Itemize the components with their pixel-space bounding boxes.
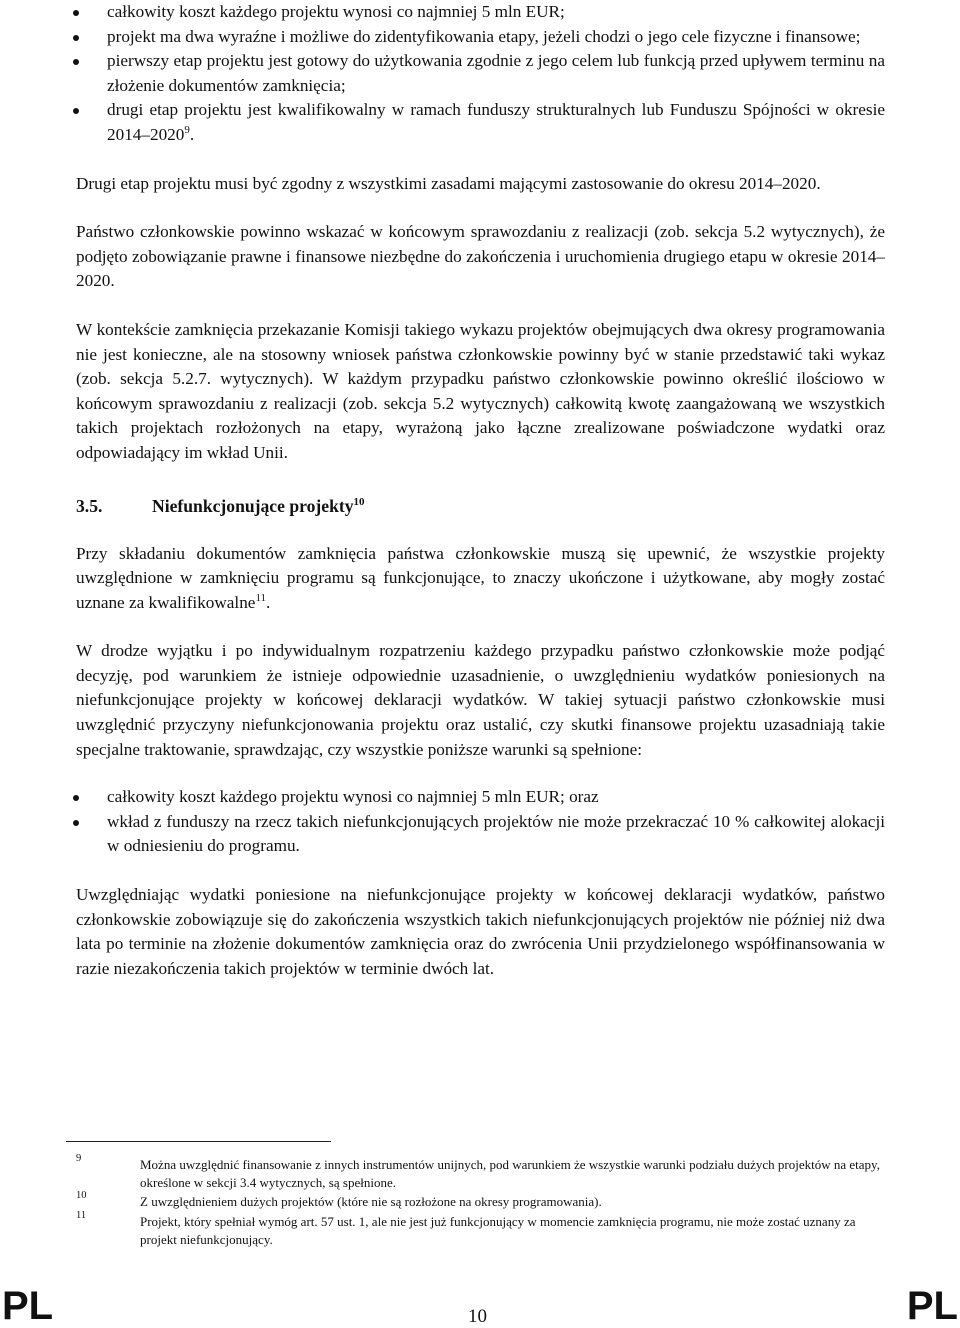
paragraph-text: Przy składaniu dokumentów zamknięcia państwa członkowskie muszą się upewnić, że wszystkie projekty uwzględnione w zamknięciu programu są funkcjonujące, to znaczy ukończone i użytkowane, aby mogły zostać uznane za kwalifikowalne: [76, 543, 885, 612]
language-code-left: PL: [2, 1284, 54, 1328]
list-item-text: drugi etap projektu jest kwalifikowalny w ramach funduszy strukturalnych lub Funduszu Spójności w okresie 2014–2020: [107, 100, 885, 144]
section-number: 3.5.: [76, 495, 103, 516]
punctuation: .: [189, 124, 195, 144]
footnote-ref[interactable]: 10: [353, 495, 365, 508]
bullet-icon: [73, 10, 79, 16]
footnote: [76, 1210, 886, 1249]
footnote-ref[interactable]: 11: [255, 591, 267, 604]
list-item-text: całkowity koszt każdego projektu wynosi co najmniej 5 mln EUR;: [107, 2, 565, 21]
conditions-list: [76, 0, 885, 148]
paragraph: Uwzględniając wydatki poniesione na niefunkcjonujące projekty w końcowej deklaracji wydatków, państwo członkowskie zobowiązuje się do zakończenia wszystkich takich niefunkcjonujących projektów nie później niż dwa lata po terminie na złożenie dokumentów zamknięcia oraz do zwrócenia Unii przydzielonego współfinansowania w razie niezakończenia takich projektów w terminie dwóch lat.: [76, 885, 885, 978]
footnote: [76, 1190, 886, 1211]
bullet-icon: [73, 59, 79, 65]
footnote-text: Projekt, który spełniał wymóg art. 57 ust. 1, ale nie jest już funkcjonujący w momencie zamknięcia programu, nie może zostać uznany za projekt niefunkcjonujący.: [140, 1214, 856, 1247]
list-item-text: całkowity koszt każdego projektu wynosi co najmniej 5 mln EUR; oraz: [107, 787, 599, 807]
paragraph: Drugi etap projektu musi być zgodny z wszystkimi zasadami mającymi zastosowanie do okresu 2014–2020.: [76, 173, 821, 193]
list-item: [76, 810, 885, 859]
punctuation: .: [266, 592, 271, 612]
footnote-number: 9: [76, 1153, 82, 1164]
footnote-ref[interactable]: 9: [184, 123, 190, 136]
footnote-text: Można uwzględnić finansowanie z innych instrumentów unijnych, pod warunkiem że wszystkie warunki podziału dużych projektów na etapy, określone w sekcji 3.4 wytycznych, są spełnione.: [140, 1157, 880, 1190]
paragraph: Państwo członkowskie powinno wskazać w końcowym sprawozdaniu z realizacji (zob. sekcja 5.2 wytycznych), że podjęto zobowiązanie prawne i finansowe niezbędne do zakończenia i uruchomienia drugiego etapu w okresie 2014–2020.: [76, 222, 885, 291]
page-number: 10: [468, 1306, 487, 1327]
paragraph: [76, 542, 885, 616]
list-item: [76, 785, 885, 810]
footnote: [76, 1153, 886, 1192]
list-item-text: projekt ma dwa wyraźne i możliwe do zidentyfikowania etapy, jeżeli chodzi o jego cele fizyczne i finansowe;: [107, 26, 861, 46]
conditions-list: [76, 785, 885, 859]
document-body: [76, 0, 885, 981]
section-heading: [76, 494, 885, 518]
list-item-text: wkład z funduszy na rzecz takich niefunkcjonujących projektów nie może przekraczać 10 % całkowitej alokacji w odniesieniu do programu.: [107, 811, 885, 856]
bullet-icon: [73, 108, 79, 114]
bullet-icon: [73, 820, 79, 826]
list-item-text: pierwszy etap projektu jest gotowy do użytkowania zgodnie z jego celem lub funkcją przed upływem terminu na złożenie dokumentów zamknięcia;: [107, 51, 885, 95]
footnote-number: 11: [76, 1210, 87, 1221]
language-code-right: PL: [906, 1284, 958, 1328]
list-item: [76, 98, 885, 147]
bullet-icon: [73, 35, 79, 41]
bullet-icon: [73, 795, 79, 801]
footnote-separator: [66, 1141, 331, 1142]
paragraph: W kontekście zamknięcia przekazanie Komisji takiego wykazu projektów obejmujących dwa okresy programowania nie jest konieczne, ale na stosowny wniosek państwa członkowskie powinny być w stanie przedstawić taki wykaz (zob. sekcja 5.2.7. wytycznych). W każdym przypadku państwo członkowskie powinno określić ilościowo w końcowym sprawozdaniu z realizacji (zob. sekcja 5.2 wytycznych) całkowitą kwotę zaangażowaną we wszystkich takich projektach rozłożonych na etapy, wyrażoną jako łączne zrealizowane poświadczone wydatki oraz odpowiadający im wkład Unii.: [76, 319, 885, 462]
list-item: [76, 0, 885, 25]
footnote-number: 10: [76, 1190, 87, 1201]
section-title: Niefunkcjonujące projekty: [152, 495, 354, 516]
list-item: [76, 49, 885, 98]
list-item: [76, 25, 885, 50]
paragraph: W drodze wyjątku i po indywidualnym rozpatrzeniu każdego przypadku państwo członkowskie może podjąć decyzję, pod warunkiem że istnieje odpowiednie uzasadnienie, o uwzględnieniu wydatków poniesionych na niefunkcjonujące projekty w końcowej deklaracji wydatków. W takiej sytuacji państwo członkowskie musi uwzględnić przyczyny niefunkcjonowania projektu oraz ustalić, czy skutki finansowe projektu uzasadniają takie specjalne traktowanie, sprawdzając, czy wszystkie poniższe warunki są spełnione:: [76, 641, 885, 759]
footnote-text: Z uwzględnieniem dużych projektów (które nie są rozłożone na okresy programowania).: [140, 1194, 602, 1209]
